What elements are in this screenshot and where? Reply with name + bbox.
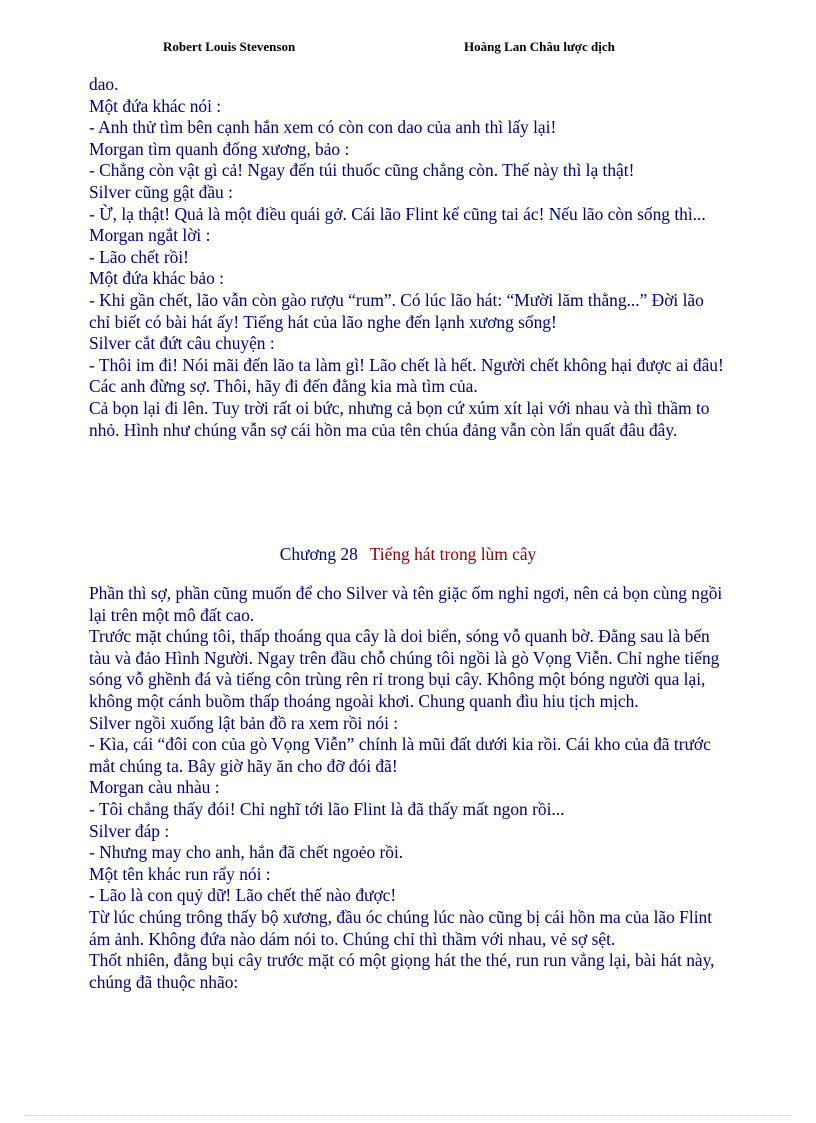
paragraph: - Lão là con quỷ dữ! Lão chết thế nào được!: [89, 885, 397, 906]
paragraph: Từ lúc chúng trông thấy bộ xương, đầu óc chúng lúc nào cũng bị cái hồn ma của lão Flint ám ảnh. Không đứa nào dám nói to. Chúng chỉ thì thầm với nhau, vẻ sợ sệt.: [89, 906, 713, 949]
paragraph: Cả bọn lại đi lên. Tuy trời rất oi bức, nhưng cả bọn cứ xúm xít lại với nhau và thì thầm to nhỏ. Hình như chúng vẫn sợ cái hồn ma của tên chúa đảng vẫn còn lẩn quất đâu đây.: [89, 397, 710, 440]
paragraph: - Chẳng còn vật gì cả! Ngay đến túi thuốc cũng chẳng còn. Thế này thì lạ thật!: [89, 160, 635, 181]
page-header: [0, 36, 816, 58]
paragraph: Silver ngồi xuống lật bản đồ ra xem rồi nói :: [89, 712, 399, 733]
paragraph: Thốt nhiên, đằng bụi cây trước mặt có một giọng hát the thé, run run vẳng lại, bài hát này, chúng đã thuộc nhão:: [89, 950, 715, 992]
paragraph: Phần thì sợ, phần cũng muốn để cho Silver và tên giặc ốm nghỉ ngơi, nên cả bọn cùng ngồi lại trên một mô đất cao.: [89, 583, 723, 625]
paragraph: - Khi gần chết, lão vẫn còn gào rượu “rum”. Có lúc lão hát: “Mười lăm thằng...” Đời lão chỉ biết có bài hát ấy! Tiếng hát của lão nghe đến lạnh xương sống!: [89, 289, 704, 332]
text-section-1: [89, 74, 729, 441]
paragraph: Morgan ngắt lời :: [89, 225, 211, 246]
paragraph: - Tôi chẳng thấy đói! Chỉ nghĩ tới lão Flint là đã thấy mất ngon rồi...: [89, 798, 565, 819]
paragraph: Morgan càu nhàu :: [89, 777, 220, 798]
paragraph: - Thôi im đi! Nói mãi đến lão ta làm gì! Lão chết là hết. Người chết không hại được ai đâu! Các anh đừng sợ. Thôi, hãy đi đến đằng kia mà tìm của.: [89, 354, 724, 397]
paragraph: - Kìa, cái “đôi con của gò Vọng Viễn” chính là mũi đất dưới kia rồi. Cái kho của đã trước mắt chúng ta. Bây giờ hãy ăn cho đỡ đói đã!: [89, 734, 711, 776]
page-bottom-divider: [24, 1115, 792, 1116]
header-translator: Hoàng Lan Châu lược dịch: [464, 39, 615, 54]
header-author: Robert Louis Stevenson: [163, 39, 296, 54]
paragraph: - Nhưng may cho anh, hắn đã chết ngoẻo rồi.: [89, 842, 404, 863]
text-section-2: [89, 583, 729, 993]
chapter-title: Tiếng hát trong lùm cây: [369, 544, 537, 564]
paragraph: Một tên khác run rẩy nói :: [89, 863, 271, 884]
chapter-number: Chương 28: [279, 544, 358, 564]
paragraph: dao.: [89, 74, 119, 94]
paragraph: Trước mặt chúng tôi, thấp thoáng qua cây là doi biển, sóng vỗ quanh bờ. Đằng sau là bến tàu và đảo Hình Người. Ngay trên đầu chỗ chúng tôi ngồi là gò Vọng Viễn. Chỉ nghe tiếng sóng vỗ ghềnh đá và tiếng côn trùng rên rỉ trong bụi cây. Không một bóng người qua lại, không một cánh buồm thấp thoáng ngoài khơi. Chung quanh đìu hiu tịch mịch.: [89, 626, 720, 711]
paragraph: - Ừ, lạ thật! Quả là một điều quái gở. Cái lão Flint kể cũng tai ác! Nếu lão còn sống thì...: [89, 203, 706, 224]
paragraph: Một đứa khác nói :: [89, 95, 222, 116]
paragraph: Silver cũng gật đầu :: [89, 181, 233, 202]
chapter-heading: [0, 543, 816, 565]
paragraph: Một đứa khác bảo :: [89, 268, 224, 289]
paragraph: Morgan tìm quanh đống xương, bảo :: [89, 138, 350, 159]
paragraph: - Anh thử tìm bên cạnh hắn xem có còn con dao của anh thì lấy lại!: [89, 117, 557, 138]
paragraph: Silver cắt đứt câu chuyện :: [89, 333, 275, 354]
paragraph: - Lão chết rồi!: [89, 246, 189, 267]
paragraph: Silver đáp :: [89, 820, 170, 841]
